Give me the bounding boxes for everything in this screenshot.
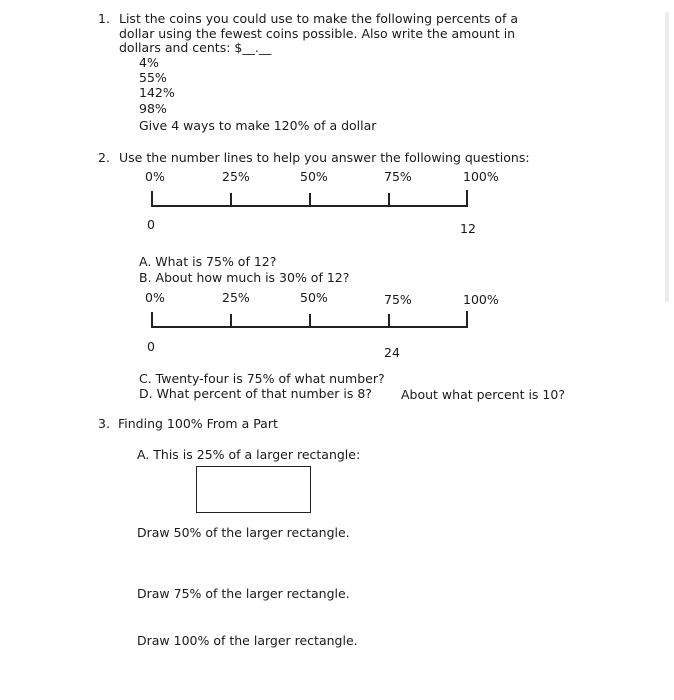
- q2-intro: Use the number lines to help you answer the following questions:: [119, 150, 530, 165]
- q3-number: 3.: [98, 416, 110, 431]
- q3-title: Finding 100% From a Part: [118, 416, 278, 431]
- nl2-label-100: 100%: [463, 292, 499, 307]
- q1-line2: dollar using the fewest coins possible. Also write the amount in: [119, 26, 516, 41]
- q1-item: 98%: [139, 101, 167, 116]
- q2-question-a: A. What is 75% of 12?: [139, 254, 277, 269]
- q1-item: 55%: [139, 70, 167, 85]
- nl2-label-50: 50%: [300, 290, 328, 305]
- q3-draw-75: Draw 75% of the larger rectangle.: [137, 586, 350, 601]
- q2-question-d-extra: About what percent is 10?: [401, 387, 565, 402]
- number-line-2-tick: [466, 311, 468, 328]
- nl2-label-0: 0%: [145, 290, 165, 305]
- quarter-rectangle: [196, 466, 311, 513]
- nl2-mid-value: 24: [384, 345, 400, 360]
- number-line-2-tick: [388, 314, 390, 328]
- number-line-1-tick: [230, 193, 232, 207]
- nl1-end-value: 12: [460, 221, 476, 236]
- q1-line3: dollars and cents: $__.__: [119, 40, 272, 55]
- number-line-1-tick: [151, 191, 153, 207]
- nl1-label-100: 100%: [463, 169, 499, 184]
- nl1-label-25: 25%: [222, 169, 250, 184]
- q3-draw-50: Draw 50% of the larger rectangle.: [137, 525, 350, 540]
- number-line-1-tick: [309, 193, 311, 207]
- q3-part-a: A. This is 25% of a larger rectangle:: [137, 447, 361, 462]
- nl2-label-25: 25%: [222, 290, 250, 305]
- q2-question-d: D. What percent of that number is 8?: [139, 386, 372, 401]
- nl1-label-75: 75%: [384, 169, 412, 184]
- q1-item: 142%: [139, 85, 175, 100]
- nl1-label-50: 50%: [300, 169, 328, 184]
- number-line-2-tick: [151, 312, 153, 328]
- number-line-2-tick: [309, 314, 311, 328]
- q1-item: Give 4 ways to make 120% of a dollar: [139, 118, 377, 133]
- q2-question-b: B. About how much is 30% of 12?: [139, 270, 350, 285]
- q2-question-c: C. Twenty-four is 75% of what number?: [139, 371, 385, 386]
- number-line-1-tick: [388, 193, 390, 207]
- number-line-2-tick: [230, 314, 232, 328]
- q1-item: 4%: [139, 55, 159, 70]
- q3-draw-100: Draw 100% of the larger rectangle.: [137, 633, 358, 648]
- nl1-start-value: 0: [147, 217, 155, 232]
- scrollbar[interactable]: [665, 12, 669, 302]
- nl2-start-value: 0: [147, 339, 155, 354]
- number-line-1-tick: [466, 190, 468, 207]
- q2-number: 2.: [98, 150, 110, 165]
- q1-number: 1.: [98, 11, 110, 26]
- nl1-label-0: 0%: [145, 169, 165, 184]
- q1-line1: List the coins you could use to make the following percents of a: [119, 11, 519, 26]
- nl2-label-75: 75%: [384, 292, 412, 307]
